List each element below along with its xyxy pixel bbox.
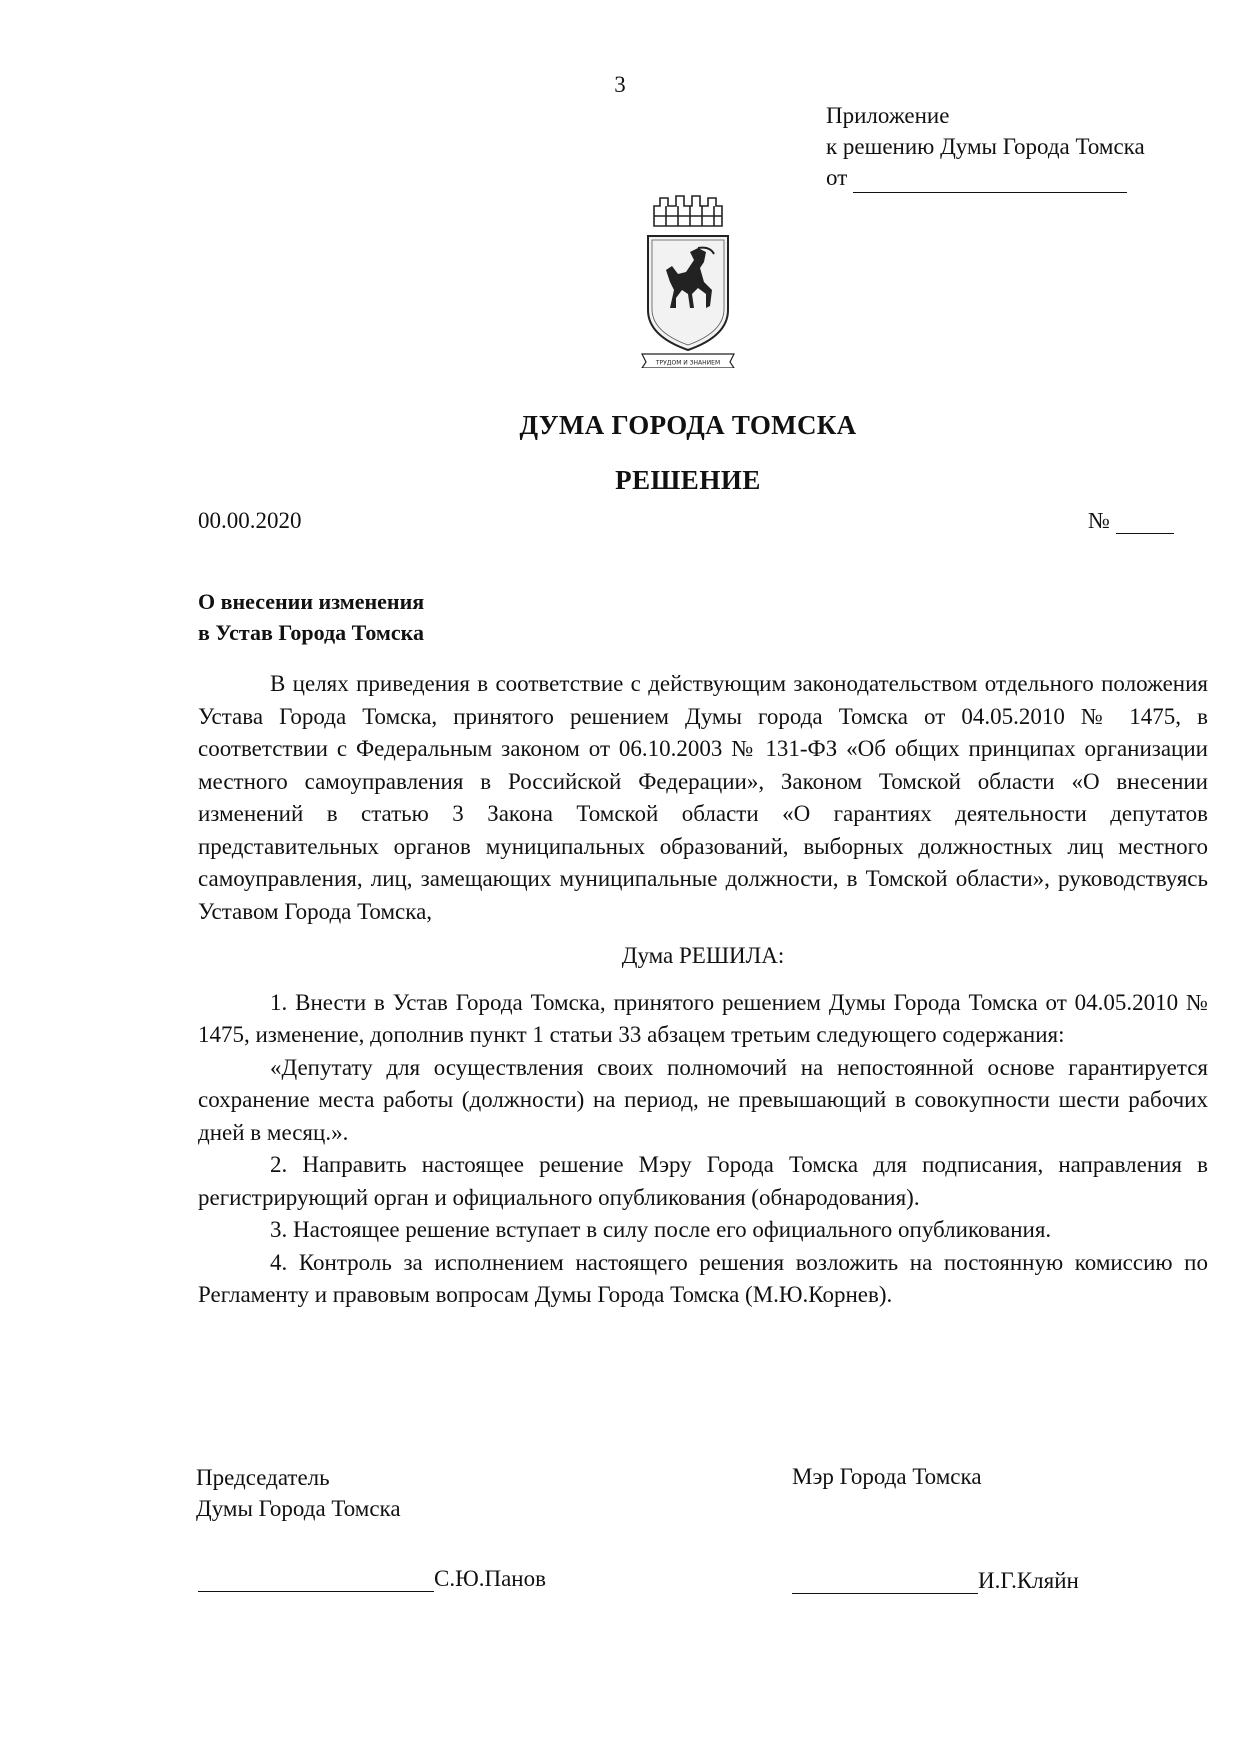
appendix-date-label: от (826, 165, 848, 190)
mayor-signature-line (792, 1568, 1079, 1594)
item-2-paragraph: 2. Направить настоящее решение Мэру Города Томска для подписания, направления в регистрирующий орган и официального опубликования (обнародования). (198, 1152, 1208, 1210)
appendix-reference: к решению Думы Города Томска (826, 134, 1145, 159)
organization-title: ДУМА ГОРОДА ТОМСКА (519, 410, 857, 440)
document-body (198, 668, 1208, 1312)
mayor-signature-blank (792, 1569, 978, 1594)
document-type: РЕШЕНИЕ (615, 465, 761, 495)
item-4-paragraph: 4. Контроль за исполнением настоящего решения возложить на постоянную комиссию по Регламенту и правовым вопросам Думы Города Томска (М.Ю.Корнев). (198, 1249, 1208, 1307)
document-number (1088, 508, 1174, 534)
page-number: 3 (614, 72, 626, 97)
item-3-paragraph: 3. Настоящее решение вступает в силу после его официального опубликования. (270, 1217, 1052, 1242)
document-subject (198, 586, 424, 648)
appendix-date-blank (853, 168, 1127, 193)
number-blank (1116, 511, 1174, 534)
number-label: № (1088, 508, 1110, 533)
appendix-block (826, 100, 1145, 193)
document-date: 00.00.2020 (198, 508, 302, 533)
mayor-name: И.Г.Кляйн (978, 1568, 1079, 1593)
preamble-paragraph: В целях приведения в соответствие с действующим законодательством отдельного положения Устава Города Томска, принятого решением Думы города Томска от 04.05.2010 № 1475, в соответствии с Федеральным законом от 06.10.2003 № 131-ФЗ «Об общих принципах организации местного самоуправления в Российской Федерации», Законом Томской области «О внесении изменений в статью 3 Закона Томской области «О гарантиях деятельности депутатов представительных органов муниципальных образований, выборных должностных лиц местного самоуправления, лиц, замещающих муниципальные должности, в Томской области», руководствуясь Уставом Города Томска, (198, 671, 1208, 924)
item-1-quote-paragraph: «Депутату для осуществления своих полномочий на непостоянной основе гарантируется сохранение места работы (должности) на период, не превышающий в совокупности шести рабочих дней в месяц.». (198, 1054, 1208, 1145)
chairman-title (196, 1462, 401, 1524)
appendix-date-line (826, 162, 1145, 193)
coat-of-arms-icon (640, 190, 736, 368)
subject-line-1: О внесении изменения (198, 589, 425, 614)
chairman-signature-line (198, 1566, 546, 1592)
chairman-title-line-2: Думы Города Томска (196, 1496, 401, 1521)
resolution-heading: Дума РЕШИЛА: (621, 943, 785, 968)
chairman-signature-blank (198, 1567, 434, 1592)
mayor-title: Мэр Города Томска (792, 1464, 982, 1489)
appendix-title: Приложение (826, 103, 950, 128)
chairman-name: С.Ю.Панов (434, 1566, 546, 1591)
subject-line-2: в Устав Города Томска (198, 620, 425, 645)
item-1-paragraph: 1. Внести в Устав Города Томска, принятого решением Думы Города Томска от 04.05.2010 № 1475, изменение, дополнив пункт 1 статьи 33 абзацем третьим следующего содержания: (198, 989, 1208, 1047)
coat-of-arms-motto: ТРУДОМ И ЗНАНИЕМ (655, 359, 721, 367)
chairman-title-line-1: Председатель (196, 1465, 330, 1490)
